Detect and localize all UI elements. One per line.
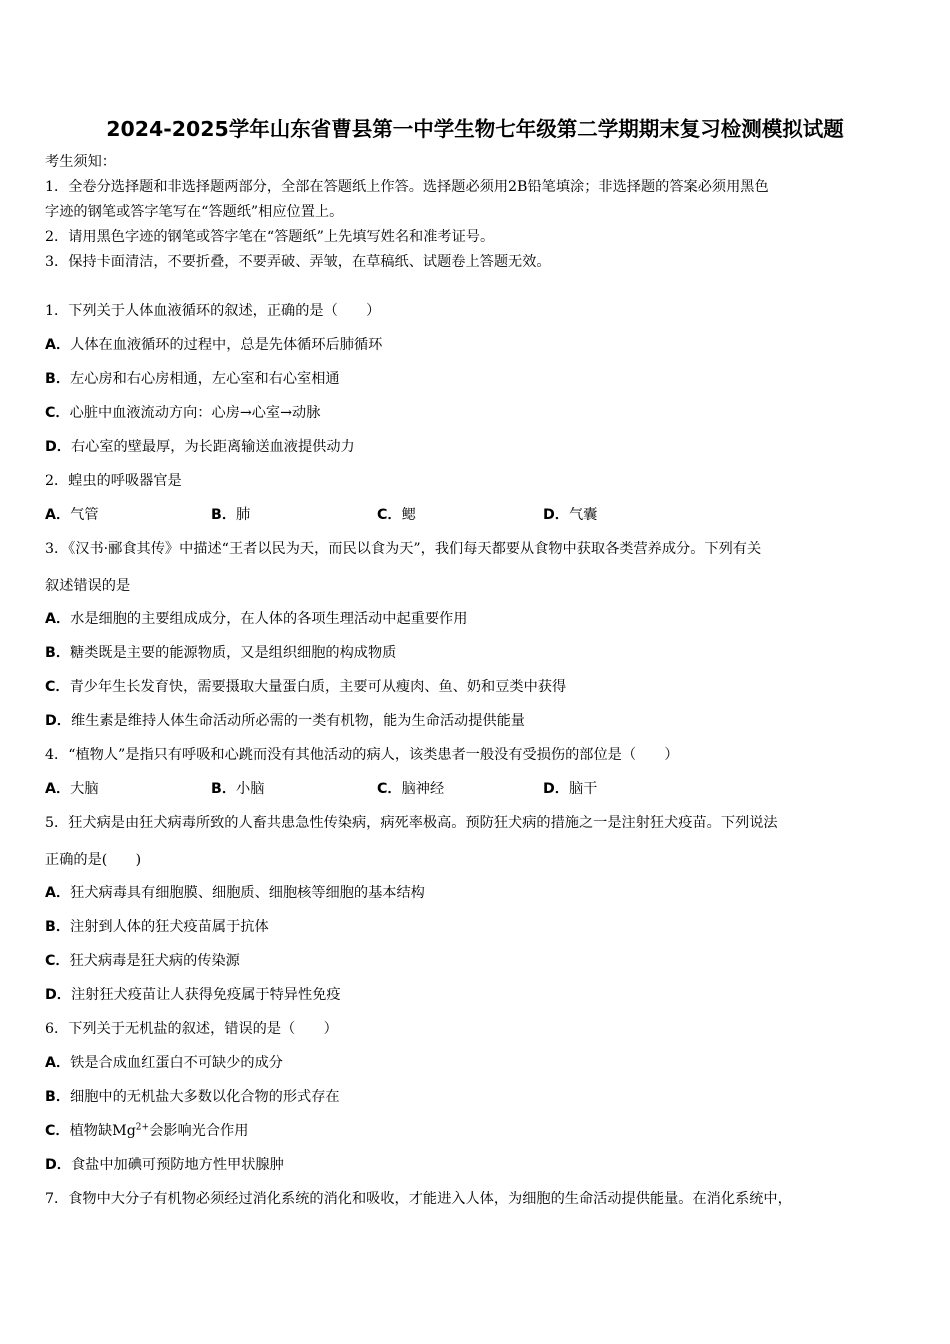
option-label: A． <box>45 611 71 627</box>
question-6-option-a <box>45 1053 283 1073</box>
option-label: D． <box>45 713 71 729</box>
option-text: 铁是合成血红蛋白不可缺少的成分 <box>70 1055 283 1071</box>
option-text: 气管 <box>70 507 99 523</box>
option-text: 人体在血液循环的过程中，总是先体循环后肺循环 <box>70 337 383 353</box>
notice-item: 2．请用黑色字迹的钢笔或答字笔在“答题纸”上先填写姓名和准考证号。 <box>45 229 495 245</box>
question-2-option-a <box>45 505 99 525</box>
notice-item: 1．全卷分选择题和非选择题两部分，全部在答题纸上作答。选择题必须用2B铅笔填涂；非选择题的答案必须用黑色 <box>45 179 769 195</box>
option-text: 植物缺Mg <box>69 1123 136 1139</box>
option-label: A． <box>45 781 71 797</box>
option-text: 食盐中加碘可预防地方性甲状腺肿 <box>70 1157 284 1173</box>
question-1-option-b <box>45 369 340 389</box>
question-3-stem-cont: 叙述错误的是 <box>45 578 131 594</box>
option-text: 右心室的壁最厚，为长距离输送血液提供动力 <box>70 439 355 455</box>
option-text: 脑神经 <box>401 781 445 797</box>
notice-item: 3．保持卡面清洁，不要折叠，不要弄破、弄皱，在草稿纸、试题卷上答题无效。 <box>45 254 551 270</box>
notice-heading: 考生须知： <box>45 154 116 170</box>
option-text: 细胞中的无机盐大多数以化合物的形式存在 <box>70 1089 340 1105</box>
option-label: A． <box>45 337 71 353</box>
notice-item: 字迹的钢笔或答字笔写在“答题纸”相应位置上。 <box>45 204 344 220</box>
question-3-option-a <box>45 609 467 629</box>
question-3-option-d <box>45 711 525 731</box>
question-1-option-c <box>45 403 320 423</box>
option-label: B． <box>45 371 71 387</box>
option-text: 心脏中血液流动方向：心房→心室→动脉 <box>69 405 321 421</box>
option-text: 水是细胞的主要组成成分，在人体的各项生理活动中起重要作用 <box>70 611 468 627</box>
question-3-option-c <box>45 677 566 697</box>
option-text: 注射狂犬疫苗让人获得免疫属于特异性免疫 <box>70 987 341 1003</box>
option-text: 狂犬病毒具有细胞膜、细胞质、细胞核等细胞的基本结构 <box>70 885 425 901</box>
question-3-stem: 3．《汉书·郦食其传》中描述“王者以民为天，而民以食为天”，我们每天都要从食物中获取各类营养成分。下列有关 <box>45 541 762 557</box>
superscript: 2+ <box>135 1122 150 1133</box>
question-5-option-d <box>45 985 341 1005</box>
option-text: 脑干 <box>568 781 598 797</box>
option-label: C． <box>45 405 70 421</box>
question-2-option-c <box>377 505 416 525</box>
question-2-option-d <box>543 505 597 525</box>
question-1-option-d <box>45 437 355 457</box>
option-label: C． <box>45 953 70 969</box>
question-4-option-b <box>211 779 264 799</box>
option-text: 糖类既是主要的能源物质，又是组织细胞的构成物质 <box>70 645 397 661</box>
question-1-option-a <box>45 335 382 355</box>
question-6-option-d <box>45 1155 284 1175</box>
question-6-stem: 6．下列关于无机盐的叙述，错误的是（ ） <box>45 1021 338 1037</box>
option-text: 气囊 <box>568 507 598 523</box>
option-label: B． <box>45 919 71 935</box>
question-2-stem: 2．蝗虫的呼吸器官是 <box>45 473 182 489</box>
option-label: D． <box>45 439 71 455</box>
option-label: C． <box>377 781 402 797</box>
option-text: 鳃 <box>401 507 416 523</box>
option-label: D． <box>45 1157 71 1173</box>
option-text: 肺 <box>236 507 251 523</box>
question-5-stem: 5．狂犬病是由狂犬病毒所致的人畜共患急性传染病，病死率极高。预防狂犬病的措施之一是注射狂犬疫苗。下列说法 <box>45 815 778 831</box>
question-5-option-a <box>45 883 425 903</box>
option-label: B． <box>211 507 237 523</box>
question-6-option-b <box>45 1087 340 1107</box>
option-text: 维生素是维持人体生命活动所必需的一类有机物，能为生命活动提供能量 <box>70 713 525 729</box>
question-5-stem-cont: 正确的是( ) <box>45 852 142 868</box>
question-7-stem: 7．食物中大分子有机物必须经过消化系统的消化和吸收，才能进入人体，为细胞的生命活动提供能量。在消化系统中， <box>45 1191 792 1207</box>
option-text: 小脑 <box>236 781 265 797</box>
option-label: C． <box>45 1123 70 1139</box>
question-2-option-b <box>211 505 250 525</box>
option-text: 大脑 <box>70 781 99 797</box>
option-label: B． <box>211 781 237 797</box>
question-5-option-c <box>45 951 240 971</box>
option-label: B． <box>45 1089 71 1105</box>
option-label: C． <box>377 507 402 523</box>
page-title: 2024-2025学年山东省曹县第一中学生物七年级第二学期期末复习检测模拟试题 <box>106 117 844 141</box>
option-label: A． <box>45 507 71 523</box>
option-text: 会影响光合作用 <box>149 1123 249 1139</box>
question-4-option-a <box>45 779 99 799</box>
option-label: C． <box>45 679 70 695</box>
option-label: D． <box>543 507 569 523</box>
question-3-option-b <box>45 643 396 663</box>
option-text: 青少年生长发育快，需要摄取大量蛋白质，主要可从瘦肉、鱼、奶和豆类中获得 <box>69 679 567 695</box>
question-4-option-d <box>543 779 597 799</box>
question-1-stem: 1．下列关于人体血液循环的叙述，正确的是（ ） <box>45 303 381 319</box>
option-text: 注射到人体的狂犬疫苗属于抗体 <box>70 919 269 935</box>
option-text: 左心房和右心房相通，左心室和右心室相通 <box>70 371 340 387</box>
option-text: 狂犬病毒是狂犬病的传染源 <box>69 953 240 969</box>
option-label: D． <box>543 781 569 797</box>
option-label: D． <box>45 987 71 1003</box>
question-6-option-c <box>45 1121 248 1141</box>
question-4-stem: 4．“植物人”是指只有呼吸和心跳而没有其他活动的病人，该类患者一般没有受损伤的部位是（ ） <box>45 747 679 763</box>
question-5-option-b <box>45 917 269 937</box>
option-label: A． <box>45 885 71 901</box>
option-label: B． <box>45 645 71 661</box>
question-4-option-c <box>377 779 444 799</box>
option-label: A． <box>45 1055 71 1071</box>
